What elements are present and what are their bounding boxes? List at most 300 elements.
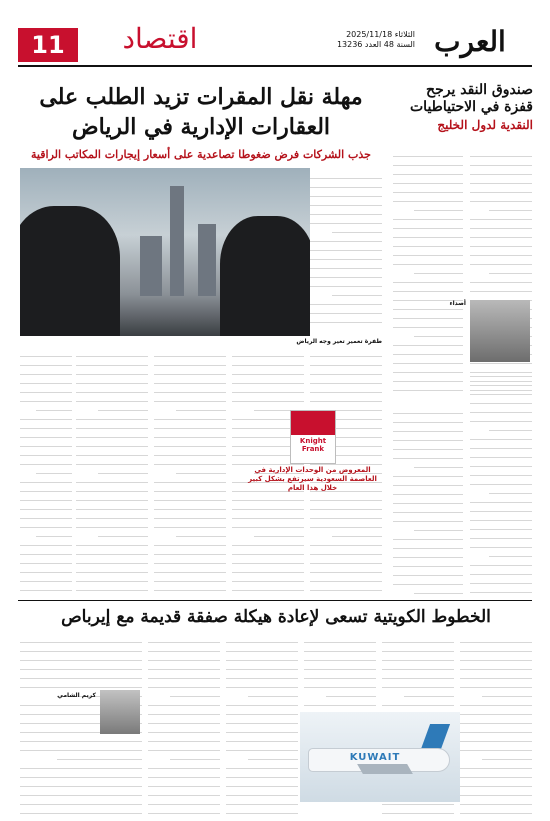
text-line bbox=[310, 179, 382, 188]
text-line bbox=[154, 384, 226, 393]
text-line bbox=[148, 643, 220, 652]
text-line bbox=[176, 402, 226, 411]
text-line bbox=[404, 688, 454, 697]
text-line bbox=[310, 170, 382, 179]
text-line bbox=[154, 375, 226, 384]
text-line bbox=[232, 375, 304, 384]
text-line bbox=[460, 670, 532, 679]
text-line bbox=[254, 528, 304, 537]
text-line bbox=[414, 202, 463, 211]
text-line bbox=[76, 429, 148, 438]
text-line bbox=[148, 787, 220, 796]
text-line bbox=[226, 742, 298, 751]
text-line bbox=[393, 157, 463, 166]
text-line bbox=[76, 564, 148, 573]
text-line bbox=[226, 679, 298, 688]
text-line bbox=[20, 357, 72, 366]
text-line bbox=[332, 287, 382, 296]
text-line bbox=[382, 697, 454, 706]
text-line bbox=[76, 537, 148, 546]
text-line bbox=[154, 546, 226, 555]
text-line bbox=[148, 742, 220, 751]
text-line bbox=[76, 375, 148, 384]
text-line bbox=[393, 531, 463, 540]
text-line bbox=[460, 652, 532, 661]
text-line bbox=[20, 420, 72, 429]
text-line bbox=[36, 528, 72, 537]
main-body-column bbox=[76, 348, 148, 596]
text-line bbox=[310, 215, 382, 224]
text-line bbox=[460, 742, 532, 751]
text-line bbox=[393, 247, 463, 256]
text-line bbox=[36, 591, 72, 596]
text-line bbox=[393, 211, 463, 220]
text-line bbox=[393, 166, 463, 175]
text-line bbox=[20, 546, 72, 555]
text-line bbox=[226, 652, 298, 661]
text-line bbox=[154, 555, 226, 564]
main-body-column bbox=[154, 348, 226, 596]
text-line bbox=[414, 585, 463, 594]
text-line bbox=[393, 576, 463, 585]
text-line bbox=[393, 504, 463, 513]
text-line bbox=[232, 555, 304, 564]
tower-shape bbox=[170, 186, 184, 296]
text-line bbox=[304, 634, 376, 643]
text-line bbox=[382, 643, 454, 652]
text-line bbox=[232, 582, 304, 591]
text-line bbox=[414, 459, 463, 468]
text-line bbox=[98, 528, 148, 537]
text-line bbox=[470, 440, 532, 449]
text-line bbox=[310, 393, 382, 402]
text-line bbox=[76, 366, 148, 375]
text-line bbox=[460, 661, 532, 670]
fund-body-column bbox=[393, 148, 463, 398]
text-line bbox=[332, 591, 382, 596]
text-line bbox=[460, 733, 532, 742]
text-line bbox=[226, 634, 298, 643]
text-line bbox=[382, 661, 454, 670]
text-line bbox=[470, 386, 532, 395]
text-line bbox=[20, 447, 72, 456]
text-line bbox=[20, 501, 72, 510]
text-line bbox=[393, 220, 463, 229]
text-line bbox=[470, 512, 532, 521]
header-divider bbox=[18, 65, 532, 67]
text-line bbox=[76, 456, 148, 465]
text-line bbox=[226, 724, 298, 733]
text-line bbox=[310, 278, 382, 287]
text-line bbox=[470, 247, 532, 256]
text-line bbox=[310, 197, 382, 206]
text-line bbox=[154, 420, 226, 429]
text-line bbox=[470, 575, 532, 584]
text-line bbox=[470, 584, 532, 593]
text-line bbox=[304, 661, 376, 670]
text-line bbox=[76, 573, 148, 582]
text-line bbox=[154, 438, 226, 447]
text-line bbox=[76, 519, 148, 528]
text-line bbox=[248, 751, 298, 760]
text-line bbox=[310, 314, 382, 323]
text-line bbox=[304, 652, 376, 661]
text-line bbox=[20, 393, 72, 402]
writer-name: كريم الشامي bbox=[57, 692, 96, 699]
text-line bbox=[310, 582, 382, 591]
text-line bbox=[460, 643, 532, 652]
text-line bbox=[382, 670, 454, 679]
text-line bbox=[254, 591, 304, 596]
text-line bbox=[154, 393, 226, 402]
text-line bbox=[460, 679, 532, 688]
text-line bbox=[393, 283, 463, 292]
text-line bbox=[470, 476, 532, 485]
text-line bbox=[232, 492, 304, 501]
text-line bbox=[232, 573, 304, 582]
text-line bbox=[310, 384, 382, 393]
text-line bbox=[148, 706, 220, 715]
text-line bbox=[310, 501, 382, 510]
text-line bbox=[460, 796, 532, 805]
text-line bbox=[20, 769, 142, 778]
text-line bbox=[393, 274, 463, 283]
text-line bbox=[310, 564, 382, 573]
text-line bbox=[20, 733, 142, 742]
text-line bbox=[393, 441, 463, 450]
masthead-logo: العرب bbox=[434, 25, 506, 58]
text-line bbox=[460, 715, 532, 724]
text-line bbox=[382, 652, 454, 661]
text-line bbox=[148, 652, 220, 661]
text-line bbox=[470, 220, 532, 229]
plane-wing-shape bbox=[357, 764, 413, 774]
issue-line: السنة 48 العدد 13236 bbox=[336, 40, 415, 49]
text-line bbox=[226, 769, 298, 778]
page-number-badge: 11 bbox=[18, 28, 78, 62]
text-line bbox=[470, 238, 532, 247]
text-line bbox=[382, 679, 454, 688]
text-line bbox=[393, 310, 463, 319]
date-line: الثلاثاء 2025/11/18 bbox=[346, 30, 415, 39]
text-line bbox=[393, 414, 463, 423]
text-line bbox=[414, 328, 463, 337]
text-line bbox=[460, 805, 532, 814]
knight-frank-logo bbox=[290, 410, 336, 464]
author-photo bbox=[470, 300, 530, 362]
text-line bbox=[57, 751, 142, 760]
text-line bbox=[76, 384, 148, 393]
fund-body-column bbox=[393, 405, 463, 595]
section-title: اقتصاد bbox=[122, 22, 198, 55]
text-line bbox=[98, 402, 148, 411]
text-line bbox=[154, 456, 226, 465]
text-line bbox=[20, 670, 142, 679]
text-line bbox=[489, 422, 532, 431]
text-line bbox=[154, 501, 226, 510]
main-body-column bbox=[310, 170, 382, 330]
text-line bbox=[20, 384, 72, 393]
text-line bbox=[154, 573, 226, 582]
text-line bbox=[154, 537, 226, 546]
text-line bbox=[310, 537, 382, 546]
text-line bbox=[20, 564, 72, 573]
text-line bbox=[76, 393, 148, 402]
text-line bbox=[232, 348, 304, 357]
text-line bbox=[20, 796, 142, 805]
text-line bbox=[154, 366, 226, 375]
logo-block bbox=[291, 411, 335, 435]
writer-photo bbox=[100, 690, 140, 734]
text-line bbox=[470, 256, 532, 265]
text-line bbox=[170, 688, 220, 697]
text-line bbox=[470, 283, 532, 292]
pull-quote: المعروض من الوحدات الإدارية في العاصمة السعودية سيرتفع بشكل كبير خلال هذا العام bbox=[248, 466, 377, 492]
text-line bbox=[20, 643, 142, 652]
text-line bbox=[310, 519, 382, 528]
logo-text: Knight Frank bbox=[299, 437, 327, 453]
text-line bbox=[226, 760, 298, 769]
text-line bbox=[232, 501, 304, 510]
text-line bbox=[226, 733, 298, 742]
text-line bbox=[310, 555, 382, 564]
text-line bbox=[148, 670, 220, 679]
text-line bbox=[170, 751, 220, 760]
text-line bbox=[176, 465, 226, 474]
text-line bbox=[232, 537, 304, 546]
text-line bbox=[154, 519, 226, 528]
text-line bbox=[382, 805, 454, 814]
text-line bbox=[460, 724, 532, 733]
text-line bbox=[470, 395, 532, 404]
text-line bbox=[393, 148, 463, 157]
text-line bbox=[393, 405, 463, 414]
text-line bbox=[326, 688, 376, 697]
text-line bbox=[414, 391, 463, 398]
text-line bbox=[310, 269, 382, 278]
text-line bbox=[310, 357, 382, 366]
text-line bbox=[148, 769, 220, 778]
text-line bbox=[232, 366, 304, 375]
text-line bbox=[393, 450, 463, 459]
text-line bbox=[393, 256, 463, 265]
text-line bbox=[226, 643, 298, 652]
text-line bbox=[20, 492, 72, 501]
text-line bbox=[76, 420, 148, 429]
text-line bbox=[482, 751, 532, 760]
text-line bbox=[232, 546, 304, 555]
text-line bbox=[148, 679, 220, 688]
text-line bbox=[382, 634, 454, 643]
text-line bbox=[226, 787, 298, 796]
fund-body-column bbox=[470, 368, 532, 596]
text-line bbox=[20, 679, 142, 688]
silhouette-figure bbox=[20, 206, 120, 336]
text-line bbox=[226, 796, 298, 805]
text-line bbox=[20, 483, 72, 492]
text-line bbox=[470, 148, 532, 157]
text-line bbox=[226, 661, 298, 670]
text-line bbox=[20, 742, 142, 751]
text-line bbox=[393, 229, 463, 238]
text-line bbox=[20, 778, 142, 787]
text-line bbox=[460, 760, 532, 769]
text-line bbox=[310, 233, 382, 242]
text-line bbox=[393, 382, 463, 391]
text-line bbox=[232, 384, 304, 393]
text-line bbox=[76, 546, 148, 555]
text-line bbox=[470, 368, 532, 377]
text-line bbox=[470, 593, 532, 596]
text-line bbox=[76, 510, 148, 519]
text-line bbox=[36, 465, 72, 474]
text-line bbox=[148, 733, 220, 742]
text-line bbox=[148, 661, 220, 670]
text-line bbox=[304, 670, 376, 679]
kuwait-body-column bbox=[226, 634, 298, 814]
text-line bbox=[310, 573, 382, 582]
text-line bbox=[470, 521, 532, 530]
text-line bbox=[470, 530, 532, 539]
text-line bbox=[470, 557, 532, 566]
text-line bbox=[154, 483, 226, 492]
text-line bbox=[20, 366, 72, 375]
author-name: أصداء bbox=[449, 300, 466, 307]
text-line bbox=[148, 760, 220, 769]
text-line bbox=[226, 715, 298, 724]
tower-shape bbox=[198, 224, 216, 296]
text-line bbox=[470, 166, 532, 175]
text-line bbox=[20, 474, 72, 483]
silhouette-figure bbox=[220, 216, 315, 336]
text-line bbox=[393, 477, 463, 486]
text-line bbox=[76, 555, 148, 564]
text-line bbox=[20, 661, 142, 670]
text-line bbox=[304, 697, 376, 706]
text-line bbox=[310, 296, 382, 305]
fund-story-headline: صندوق النقد يرجح قفزة في الاحتياطيات bbox=[410, 82, 533, 115]
text-line bbox=[148, 697, 220, 706]
text-line bbox=[470, 211, 532, 220]
text-line bbox=[20, 634, 142, 643]
text-line bbox=[393, 355, 463, 364]
text-line bbox=[470, 413, 532, 422]
text-line bbox=[232, 357, 304, 366]
text-line bbox=[393, 238, 463, 247]
text-line bbox=[20, 519, 72, 528]
text-line bbox=[393, 540, 463, 549]
text-line bbox=[470, 229, 532, 238]
text-line bbox=[393, 567, 463, 576]
text-line bbox=[176, 528, 226, 537]
text-line bbox=[393, 594, 463, 595]
text-line bbox=[393, 495, 463, 504]
main-story-headline: مهلة نقل المقرات تزيد الطلب على العقارات الإدارية في الرياض bbox=[39, 84, 363, 140]
text-line bbox=[98, 591, 148, 596]
text-line bbox=[310, 366, 382, 375]
text-line bbox=[489, 265, 532, 274]
text-line bbox=[310, 546, 382, 555]
text-line bbox=[470, 467, 532, 476]
text-line bbox=[310, 305, 382, 314]
text-line bbox=[148, 778, 220, 787]
text-line bbox=[470, 377, 532, 386]
text-line bbox=[76, 474, 148, 483]
text-line bbox=[393, 175, 463, 184]
text-line bbox=[470, 494, 532, 503]
text-line bbox=[20, 787, 142, 796]
text-line bbox=[76, 582, 148, 591]
text-line bbox=[470, 503, 532, 512]
text-line bbox=[76, 438, 148, 447]
text-line bbox=[20, 582, 72, 591]
text-line bbox=[310, 251, 382, 260]
text-line bbox=[470, 404, 532, 413]
fund-story-subhead: النقدية لدول الخليج bbox=[437, 118, 533, 132]
text-line bbox=[310, 323, 382, 330]
text-line bbox=[393, 432, 463, 441]
text-line bbox=[36, 402, 72, 411]
text-line bbox=[393, 549, 463, 558]
text-line bbox=[393, 468, 463, 477]
text-line bbox=[154, 447, 226, 456]
text-line bbox=[154, 492, 226, 501]
text-line bbox=[20, 555, 72, 564]
text-line bbox=[20, 760, 142, 769]
text-line bbox=[470, 175, 532, 184]
text-line bbox=[20, 537, 72, 546]
text-line bbox=[393, 193, 463, 202]
kuwait-body-column bbox=[304, 634, 376, 714]
text-line bbox=[20, 348, 72, 357]
text-line bbox=[76, 357, 148, 366]
main-story-subhead: جذب الشركات فرض ضغوطا تصاعدية على أسعار إيجارات المكاتب الراقية bbox=[31, 148, 371, 161]
text-line bbox=[148, 715, 220, 724]
masthead-date bbox=[305, 30, 415, 50]
text-line bbox=[76, 411, 148, 420]
text-line bbox=[482, 688, 532, 697]
text-line bbox=[310, 206, 382, 215]
text-line bbox=[154, 474, 226, 483]
text-line bbox=[98, 465, 148, 474]
text-line bbox=[470, 458, 532, 467]
text-line bbox=[76, 447, 148, 456]
text-line bbox=[154, 357, 226, 366]
text-line bbox=[154, 564, 226, 573]
text-line bbox=[226, 778, 298, 787]
text-line bbox=[20, 429, 72, 438]
text-line bbox=[76, 483, 148, 492]
photo-caption: طفرة تعمير تغير وجه الرياض bbox=[296, 338, 382, 345]
text-line bbox=[304, 679, 376, 688]
text-line bbox=[470, 157, 532, 166]
story-divider bbox=[18, 600, 532, 601]
text-line bbox=[148, 724, 220, 733]
text-line bbox=[20, 411, 72, 420]
text-line bbox=[226, 706, 298, 715]
text-line bbox=[470, 449, 532, 458]
text-line bbox=[154, 582, 226, 591]
text-line bbox=[460, 787, 532, 796]
text-line bbox=[232, 564, 304, 573]
text-line bbox=[154, 348, 226, 357]
text-line bbox=[310, 348, 382, 357]
text-line bbox=[460, 778, 532, 787]
main-body-column bbox=[20, 348, 72, 596]
text-line bbox=[76, 501, 148, 510]
text-line bbox=[460, 634, 532, 643]
text-line bbox=[393, 319, 463, 328]
